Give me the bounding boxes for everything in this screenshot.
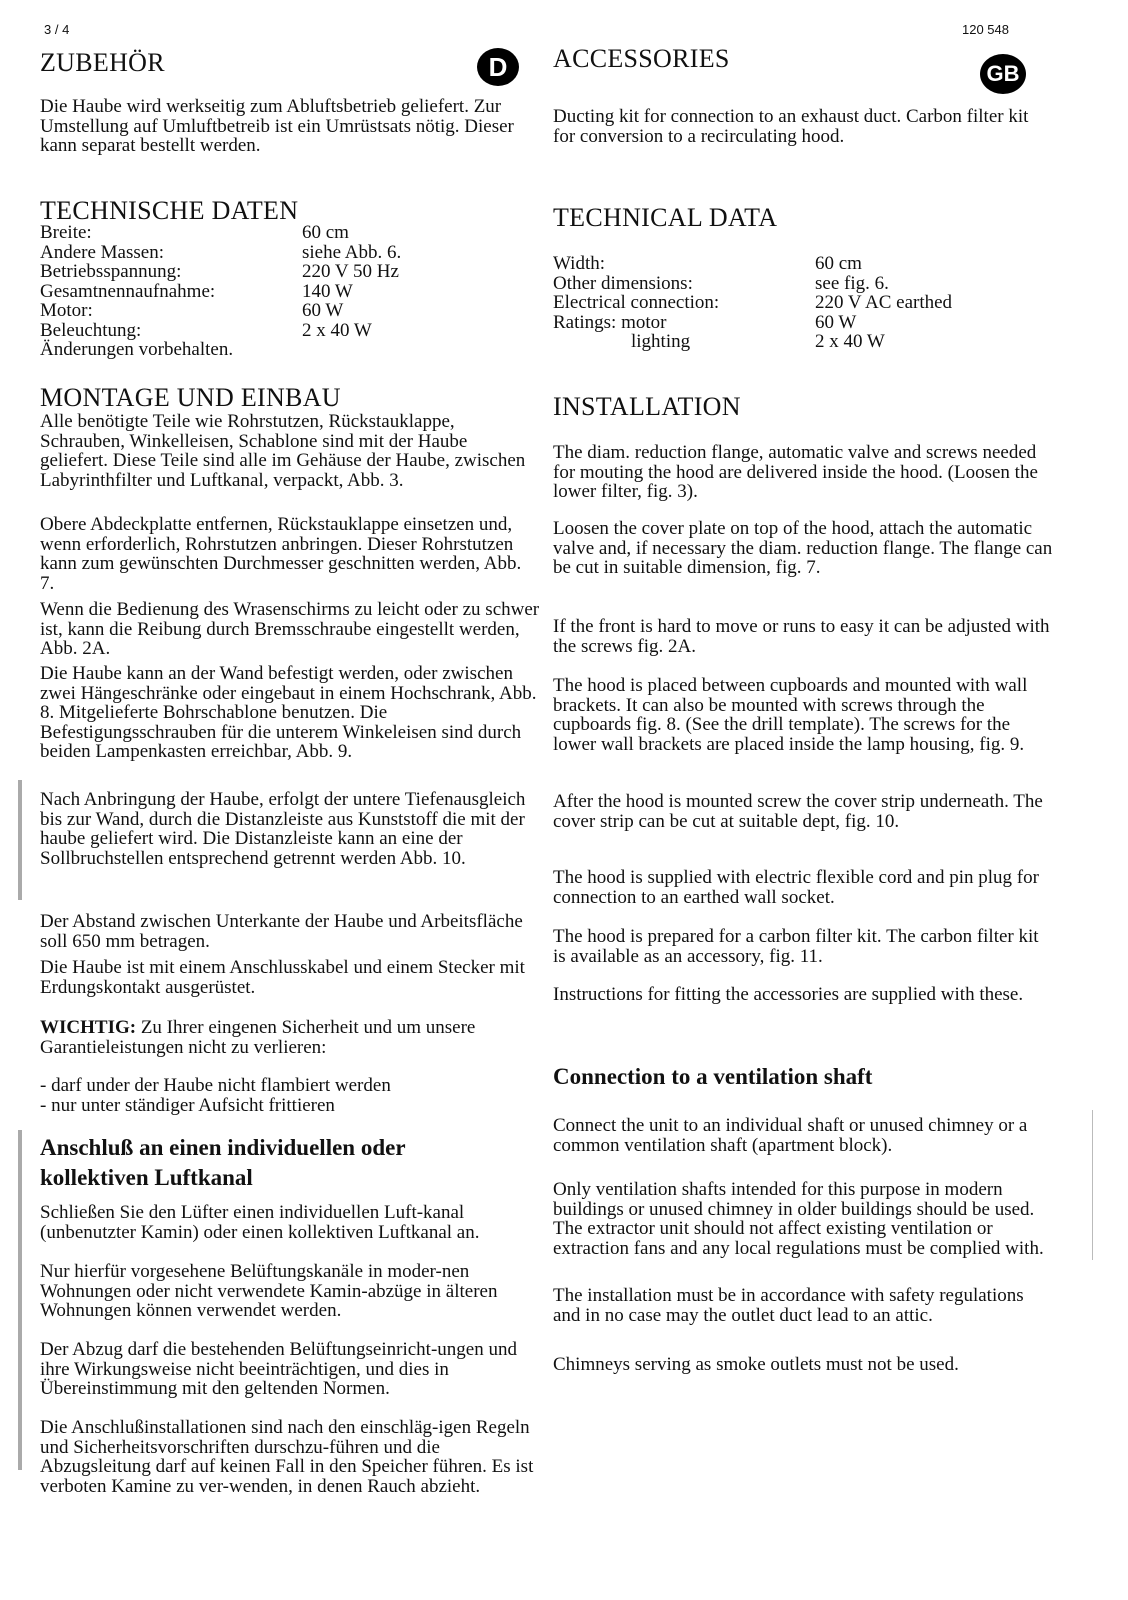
spec-label: Electrical connection: [553,292,720,313]
accessories-heading: ACCESSORIES [553,44,730,73]
spec-value: 220 V AC earthed [815,292,953,313]
spec-value: 140 W [302,280,353,302]
installation-paragraph: The hood is placed between cupboards and mounted with wall brackets. It can also be mounted with screws through the cupboards fig. 8. (See the drill template). The screws for the lower wall brackets are placed inside the lamp housing, fig. 9. [553,675,1028,755]
scan-artifact [18,780,22,900]
spec-row [40,262,540,282]
spec-label: lighting [631,331,691,352]
scan-artifact [18,1130,22,1470]
anschluss-paragraph: Nur hierfür vorgesehene Belüftungskanäle in moder-nen Wohnungen oder nicht verwendete Kamin-abzüge in älteren Wohnungen können verwendet werden. [40,1261,498,1321]
technical-data-heading: TECHNICAL DATA [553,203,778,232]
spec-row [40,223,540,243]
spec-row [553,313,1053,333]
ventilation-paragraph: The installation must be in accordance with safety regulations and in no case may the outlet duct lead to an attic. [553,1285,1024,1326]
spec-value: see fig. 6. [815,272,889,294]
wichtig-list [40,1076,540,1115]
spec-row [40,243,540,263]
spec-value: siehe Abb. 6. [302,241,402,263]
spec-label: Gesamtnennaufnahme: [40,280,216,302]
anschluss-heading-line: kollektiven Luftkanal [40,1165,253,1190]
document-number: 120 548 [962,22,1009,37]
installation-paragraph: The hood is prepared for a carbon filter kit. The carbon filter kit is available as an accessory, fig. 11. [553,926,1039,967]
spec-row [553,293,1053,313]
installation-paragraph: Loosen the cover plate on top of the hood, attach the automatic valve and, if necessary the diam. reduction flange. The flange can be cut in suitable dimension, fig. 7. [553,518,1053,578]
montage-heading: MONTAGE UND EINBAU [40,383,341,412]
technische-daten-heading: TECHNISCHE DATEN [40,196,299,225]
spec-label: Ratings: motor [553,311,667,333]
wichtig-label: WICHTIG: [40,1017,137,1038]
spec-label: Width: [553,253,606,274]
anschluss-heading [40,1133,540,1193]
spec-label: Breite: [40,222,92,243]
montage-paragraph: Die Haube kann an der Wand befestigt werden, oder zwischen zwei Hängeschränke oder eingebaut in einem Hochschrank, Abb. 8. Mitgelieferte Bohrschablone benutzen. Die Befestigungsschrauben für die unterem Winkeleisen sind durch beiden Lampenkasten erreichbar, Abb. 9. [40,663,537,762]
anschluss-paragraph: Die Anschlußinstallationen sind nach den einschläg-igen Regeln und Sicherheitsvorschriften durschzu-führen und die Abzugsleitung darf auf keinen Fall in den Speicher führen. Es ist verboten Kamine zu ver-wenden, in denen Rauch abzieht. [40,1417,534,1497]
technical-data-table [553,254,1053,352]
installation-paragraph: The hood is supplied with electric flexible cord and pin plug for connection to an earthed wall socket. [553,867,1039,908]
spec-note: Änderungen vorbehalten. [40,339,234,360]
spec-value: 60 cm [815,253,862,274]
montage-paragraph: Wenn die Bedienung des Wrasenschirms zu leicht oder zu schwer ist, kann die Reibung durch Bremsschraube eingestellt werden, Abb. 2A. [40,599,540,659]
spec-label: Betriebsspannung: [40,261,182,282]
spec-row [553,254,1053,274]
list-item: - nur unter ständiger Aufsicht frittieren [40,1094,335,1116]
accessories-text: Ducting kit for connection to an exhaust duct. Carbon filter kit for conversion to a recirculating hood. [553,106,1029,147]
page-number: 3 / 4 [44,22,70,37]
spec-value: 60 W [815,311,857,333]
installation-heading: INSTALLATION [553,392,741,421]
anschluss-paragraph: Der Abzug darf die bestehenden Belüftungseinricht-ungen und ihre Wirkungsweise nicht beeinträchtigen, und dies in Übereinstimmung mit den geltenden Normen. [40,1339,517,1399]
list-item: - darf under der Haube nicht flambiert werden [40,1075,391,1096]
spec-row [40,282,540,302]
spec-label: Andere Massen: [40,241,164,263]
ventilation-heading: Connection to a ventilation shaft [553,1064,873,1089]
language-badge-de: D [477,48,519,86]
spec-value: 60 cm [302,222,349,243]
spec-row [553,332,1053,352]
ventilation-paragraph: Only ventilation shafts intended for this purpose in modern buildings or unused chimney in older buildings should be used. The extractor unit should not affect existing ventilation or extraction fans and any local regulations must be complied with. [553,1179,1044,1259]
montage-paragraph: Der Abstand zwischen Unterkante der Haube und Arbeitsfläche soll 650 mm betragen. [40,911,523,952]
montage-paragraph: Alle benötigte Teile wie Rohrstutzen, Rückstauklappe, Schrauben, Winkelleisen, Schablone sind mit der Haube geliefert. Diese Teile sind alle im Gehäuse der Haube, zwischen Labyrinthfilter und Luftkanal, verpackt, Abb. 3. [40,411,526,491]
wichtig-text: Zu Ihrer eingenen Sicherheit und um unsere Garantieleistungen nicht zu verlieren: [40,1017,476,1058]
technische-daten-table [40,223,540,360]
montage-paragraph: Obere Abdeckplatte entfernen, Rückstauklappe einsetzen und, wenn erforderlich, Rohrstutzen anbringen. Dieser Rohrstutzen kann zum gewünschten Durchmesser geschnitten werden, Abb. 7. [40,514,522,594]
installation-paragraph: The diam. reduction flange, automatic valve and screws needed for mouting the hood are delivered inside the hood. (Loosen the lower filter, fig. 3). [553,442,1038,502]
scan-line [1092,1110,1093,1260]
spec-row [40,301,540,321]
ventilation-paragraph: Chimneys serving as smoke outlets must not be used. [553,1354,959,1375]
spec-value: 2 x 40 W [815,331,885,352]
spec-row [553,274,1053,294]
spec-label: Motor: [40,300,93,321]
spec-row [40,321,540,341]
spec-label: Other dimensions: [553,272,693,294]
zubehoer-heading: ZUBEHÖR [40,48,165,77]
wichtig-paragraph [40,1018,540,1057]
montage-paragraph: Nach Anbringung der Haube, erfolgt der untere Tiefenausgleich bis zur Wand, durch die Distanzleiste aus Kunststoff die mit der haube geliefert wird. Die Distanzleiste kann an eine der Sollbruchstellen entsprechend getrennt werden Abb. 10. [40,789,526,869]
language-badge-gb: GB [980,54,1026,94]
spec-label: Beleuchtung: [40,319,142,341]
anschluss-paragraph: Schließen Sie den Lüfter einen individuellen Luft-kanal (unbenutzter Kamin) oder einen kollektiven Luftkanal an. [40,1202,480,1243]
installation-paragraph: After the hood is mounted screw the cover strip underneath. The cover strip can be cut at suitable dept, fig. 10. [553,791,1043,832]
installation-paragraph: Instructions for fitting the accessories are supplied with these. [553,984,1024,1005]
montage-paragraph: Die Haube ist mit einem Anschlusskabel und einem Stecker mit Erdungskontakt ausgerüstet. [40,957,525,998]
anschluss-heading-line: Anschluß an einen individuellen oder [40,1135,406,1160]
spec-value: 220 V 50 Hz [302,261,399,282]
installation-paragraph: If the front is hard to move or runs to easy it can be adjusted with the screws fig. 2A. [553,616,1050,657]
zubehoer-text: Die Haube wird werkseitig zum Abluftsbetrieb geliefert. Zur Umstellung auf Umluftbetreib ist ein Umrüstsats nötig. Dieser kann separat bestellt werden. [40,96,514,156]
spec-value: 2 x 40 W [302,319,372,341]
spec-value: 60 W [302,300,344,321]
ventilation-paragraph: Connect the unit to an individual shaft or unused chimney or a common ventilation shaft (apartment block). [553,1115,1028,1156]
